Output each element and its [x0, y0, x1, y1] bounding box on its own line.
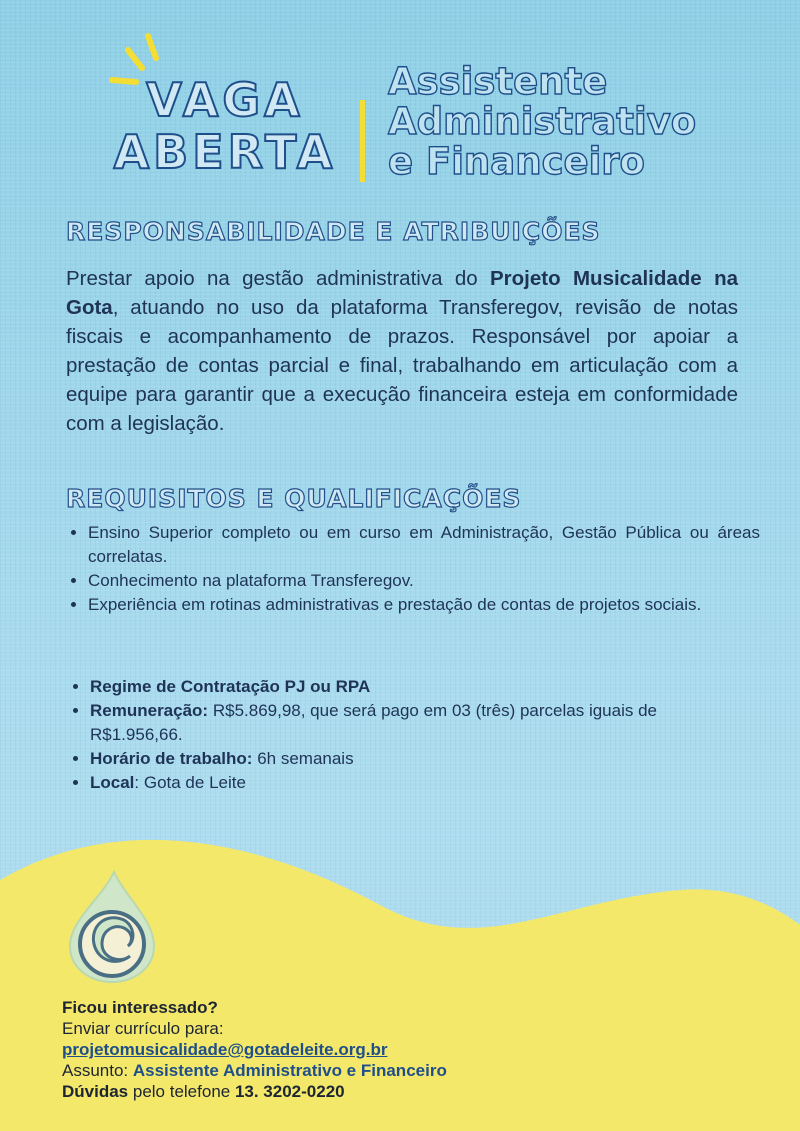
list-item: • Conhecimento na plataforma Transferegov.: [88, 569, 760, 593]
remuneracao-label: Remuneração:: [90, 701, 209, 720]
subject-label: Assunto:: [62, 1061, 133, 1080]
job-title-line-2: Administrativo: [388, 100, 697, 143]
project-name: Projeto Musicalidade na Gota: [66, 267, 738, 319]
subject-value: Assistente Administrativo e Financeiro: [132, 1061, 447, 1080]
regime-text: Regime de Contratação PJ ou RPA: [90, 677, 371, 696]
aberta-word: ABERTA: [113, 125, 337, 179]
doubts-label: Dúvidas: [62, 1082, 129, 1101]
remuneracao-item: [90, 699, 750, 747]
vaga-word: VAGA: [146, 73, 304, 127]
contract-terms-list: [68, 675, 750, 795]
horario-value: 6h semanais: [252, 749, 354, 768]
horario-label: Horário de trabalho:: [90, 749, 253, 768]
horario-item: [90, 747, 750, 771]
responsabilidade-heading: RESPONSABILIDADE E ATRIBUIÇÕES: [66, 217, 601, 246]
job-title-line-1: Assistente: [388, 60, 608, 103]
requisitos-list: [66, 521, 760, 617]
interested-text: Ficou interessado?: [62, 998, 218, 1017]
resp-text-end: , atuando no uso da plataforma Transferegov, revisão de notas fiscais e acompanhamento de prazos. Responsável por apoiar a prestação de contas parcial e final, trabalhando em articulação com a equipe para garantir que a execução financeira esteja em conformidade com a legislação.: [66, 296, 738, 435]
list-item: • Ensino Superior completo ou em curso em Administração, Gestão Pública ou áreas correlatas.: [88, 521, 760, 569]
title-divider: [360, 100, 365, 182]
remuneracao-value: R$5.869,98, que será pago em 03 (três) parcelas iguais de R$1.956,66.: [90, 701, 657, 744]
phone-number[interactable]: 13. 3202-0220: [234, 1082, 345, 1101]
contact-block: [62, 997, 582, 1102]
local-label: Local: [90, 773, 135, 792]
gota-de-leite-logo-icon: [62, 868, 162, 986]
job-title-line-3: e Financeiro: [388, 140, 645, 183]
send-cv-text: Enviar currículo para:: [62, 1019, 224, 1038]
email-row: [62, 1039, 582, 1060]
responsabilidade-text: [66, 264, 738, 438]
regime-item: [90, 675, 750, 699]
requisitos-heading: REQUISITOS E QUALIFICAÇÕES: [66, 484, 522, 513]
interested-heading: [62, 997, 582, 1018]
email-link[interactable]: projetomusicalidade@gotadeleite.org.br: [62, 1040, 388, 1059]
doubts-row: [62, 1081, 582, 1102]
list-item: • Experiência em rotinas administrativas e prestação de contas de projetos sociais.: [88, 593, 760, 617]
vaga-aberta-title: [100, 74, 350, 178]
doubts-text: pelo telefone: [128, 1082, 235, 1101]
job-title: [388, 62, 768, 182]
resp-text-start: Prestar apoio na gestão administrativa do: [66, 267, 490, 290]
local-value: : Gota de Leite: [134, 773, 246, 792]
local-item: [90, 771, 750, 795]
subject-row: [62, 1060, 582, 1081]
